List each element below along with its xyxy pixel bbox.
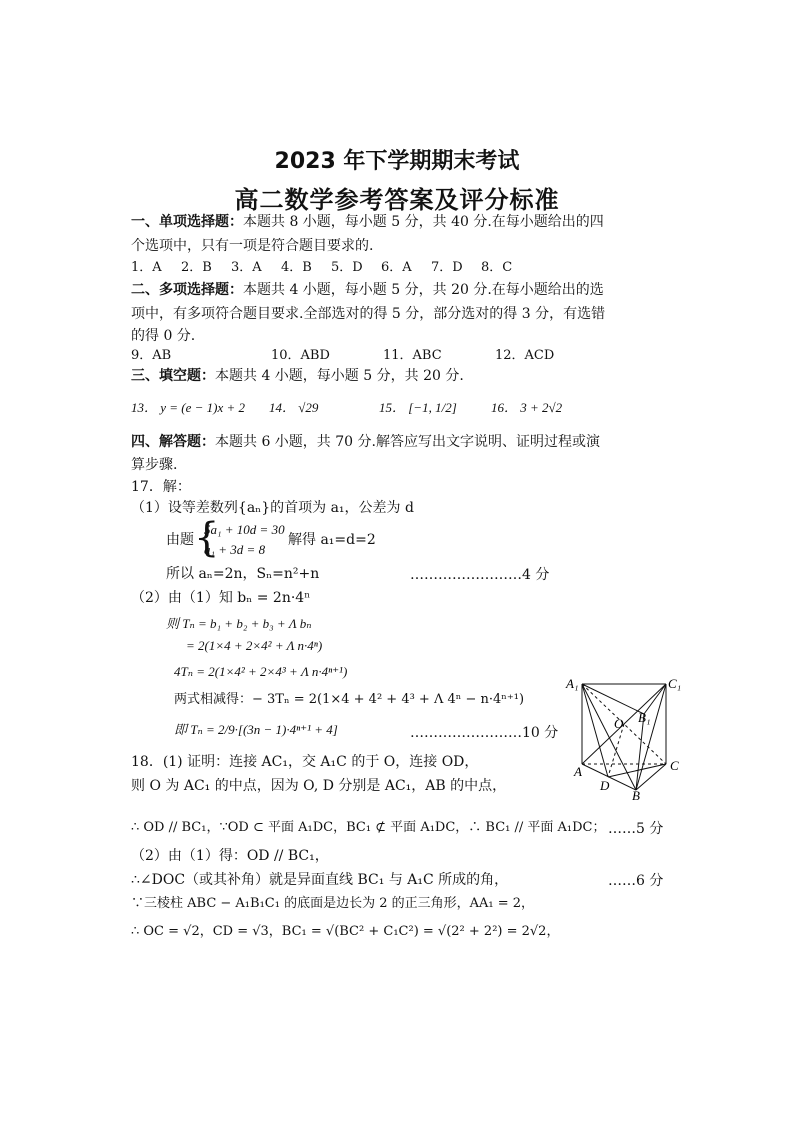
section1-heading: 一、单项选择题： [131,214,243,230]
q17-part2-line2: = 2(1×4 + 2×4² + Λ n·4ⁿ) [186,638,323,653]
section2-answers [131,346,554,366]
answer-4: 4．B [281,260,312,275]
q17-equation-1: 5a₁ + 10d = 30 [204,522,285,537]
q17-part2-score: ……………………10 分 [410,725,559,741]
answer-3: 3．A [231,260,262,275]
q18-line5-score: ……6 分 [608,873,664,889]
answer-6: 6．A [381,260,412,275]
label-o: O [614,716,624,731]
exam-title: 2023 年下学期期末考试 [274,149,520,174]
section2-header [131,280,604,300]
exam-subtitle: 高二数学参考答案及评分标准 [234,186,560,214]
edge-b-c [636,764,666,790]
answer-8: 8．C [481,260,513,275]
section2-desc-c: 的得 0 分. [131,328,196,344]
edge-b-c1 [636,684,666,790]
answer-16: 16． 3 + 2√2 [491,400,563,415]
section3-desc: 本题共 4 小题，每小题 5 分，共 20 分. [215,368,464,384]
section2-heading: 二、多项选择题： [131,282,243,298]
q17-part2-line4: 两式相减得：− 3Tₙ = 2(1×4 + 4² + 4³ + Λ 4ⁿ − n·4ⁿ⁺¹) [174,692,525,707]
q18-line4: （2）由（1）得：OD // BC₁， [131,848,329,864]
q17-part2-line5: 即 Tₙ = 2/9·[(3n − 1)·4ⁿ⁺¹ + 4] [174,722,338,737]
q17-label: 17．解： [131,479,191,495]
answer-10: 10．ABD [271,348,330,363]
label-c1: C₁ [668,676,682,691]
edge-b1-b [636,714,644,790]
section1-answers [131,258,531,278]
answer-13: 13． y = (e − 1)x + 2 [131,400,246,415]
edge-a1-b [582,684,636,790]
section4-desc-b: 算步骤. [131,457,178,473]
label-d: D [600,778,610,793]
answer-9: 9．AB [131,348,172,363]
q17-part1-intro: （1）设等差数列{aₙ}的首项为 a₁，公差为 d [131,500,414,516]
section2-desc-a: 本题共 4 小题，每小题 5 分，共 20 分.在每小题给出的选 [243,282,604,298]
q18-line7: ∴ OC = √2，CD = √3，BC₁ = √(BC² + C₁C²) = √(2² + 2²) = 2√2， [131,924,560,939]
prism-figure [562,672,682,802]
section4-desc-a: 本题共 6 小题，共 70 分.解答应写出文字说明、证明过程或演 [215,434,600,450]
answer-14: 14． √29 [269,400,319,415]
q17-part1-score: ……………………4 分 [410,567,550,583]
section3-header [131,366,464,386]
q17-condition-label: 由题 [166,532,194,548]
label-a: A [574,764,582,779]
edge-d-c [608,764,666,777]
q17-solution: 解得 a₁=d=2 [288,532,376,548]
q18-line2: 则 O 为 AC₁ 的中点，因为 O, D 分别是 AC₁，AB 的中点， [131,778,507,794]
q17-part2-line3: 4Tₙ = 2(1×4² + 2×4³ + Λ n·4ⁿ⁺¹) [174,664,348,679]
section4-heading: 四、解答题： [131,434,215,450]
label-c: C [670,758,679,773]
section1-header [131,212,604,232]
q18-line3-score: ……5 分 [608,821,664,837]
answer-15: 15． [−1, 1/2] [379,400,457,415]
section4-header [131,432,600,452]
label-b1: B₁ [638,710,651,725]
q17-part2-line1: 则 Tₙ = b₁ + b₂ + b₃ + Λ bₙ [166,616,312,631]
q18-line1: 18．(1) 证明：连接 AC₁，交 A₁C 的于 O，连接 OD， [131,754,479,770]
q18-line6: ∵三棱柱 ABC − A₁B₁C₁ 的底面是边长为 2 的正三角形，AA₁ = 2， [131,896,535,911]
answer-1: 1．A [131,260,162,275]
label-a1: A₁ [566,676,579,691]
section1-desc-a: 本题共 8 小题，每小题 5 分，共 40 分.在每小题给出的四 [243,214,604,230]
system-brace: { [194,515,220,561]
q18-line5: ∴∠DOC（或其补角）就是异面直线 BC₁ 与 A₁C 所成的角， [131,872,509,888]
section1-desc-b: 个选项中，只有一项是符合题目要求的. [131,238,374,254]
section2-desc-b: 项中，有多项符合题目要求.全部选对的得 5 分，部分选对的得 3 分，有选错 [131,306,606,322]
section3-heading: 三、填空题： [131,368,215,384]
label-b: B [632,788,640,802]
q18-line3: ∴ OD // BC₁，∵OD ⊂ 平面 A₁DC，BC₁ ⊄ 平面 A₁DC，∴ BC₁ // 平面 A₁DC； [131,820,606,835]
edge-a1-b1 [582,684,644,714]
q17-equation-2: a₁ + 3d = 8 [204,542,266,557]
answer-12: 12．ACD [495,348,555,363]
answer-11: 11．ABC [383,348,442,363]
edge-a1-d [582,684,608,777]
q17-part2-intro: （2）由（1）知 bₙ = 2n·4ⁿ [131,590,311,606]
answer-5: 5．D [331,260,363,275]
answer-7: 7．D [431,260,463,275]
section3-answers [131,398,562,419]
answer-2: 2．B [181,260,212,275]
q17-part1-result: 所以 aₙ=2n，Sₙ=n²+n [166,566,320,582]
